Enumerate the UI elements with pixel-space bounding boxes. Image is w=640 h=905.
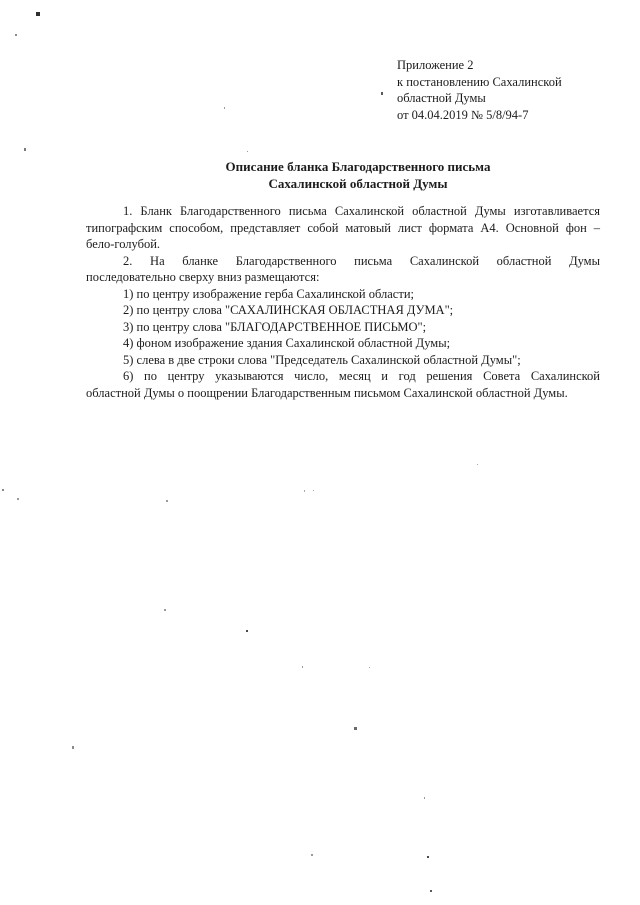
- scan-speck: [430, 890, 432, 892]
- body-line: 1) по центру изображение герба Сахалинской области;: [123, 286, 414, 301]
- body-line: 3) по центру слова "БЛАГОДАРСТВЕННОЕ ПИСЬМО";: [123, 319, 427, 334]
- scan-speck: [24, 148, 26, 151]
- scan-speck: [15, 34, 17, 36]
- scan-speck: [424, 797, 425, 799]
- scan-speck: [369, 667, 370, 668]
- scan-speck: [36, 12, 40, 16]
- body-line: 4) фоном изображение здания Сахалинской областной Думы;: [123, 336, 451, 350]
- document-title-line-1: Описание бланка Благодарственного письма: [225, 159, 491, 174]
- annex-reference-block: [397, 57, 562, 123]
- annex-reference-line: областной Думы: [397, 91, 486, 105]
- body-text: [86, 203, 600, 401]
- body-line: областной Думы о поощрении Благодарственным письмом Сахалинской областной Думы.: [86, 385, 568, 400]
- scan-speck: [246, 630, 248, 632]
- body-line: бело-голубой.: [86, 237, 161, 251]
- scan-speck: [311, 854, 313, 856]
- annex-reference-line: к постановлению Сахалинской: [397, 74, 562, 89]
- body-line: 5) слева в две строки слова "Председатель Сахалинской областной Думы";: [123, 352, 521, 367]
- scan-speck: [427, 856, 429, 858]
- scan-speck: [354, 727, 357, 730]
- scan-speck: [477, 464, 478, 465]
- scan-speck: [381, 92, 383, 95]
- scan-speck: [72, 746, 74, 749]
- scan-speck: [302, 666, 303, 668]
- scan-speck: [17, 498, 19, 500]
- body-line: 6) по центру указываются число, месяц и год решения Совета Сахалинской: [123, 369, 600, 383]
- scan-speck: [164, 609, 166, 611]
- scan-speck: [313, 490, 314, 491]
- scan-speck: [304, 490, 305, 492]
- annex-date-number: от 04.04.2019 № 5/8/94-7: [397, 107, 529, 122]
- body-line: последовательно сверху вниз размещаются:: [86, 270, 320, 284]
- document-title-line-2: Сахалинской областной Думы: [268, 175, 448, 191]
- body-line: 2. На бланке Благодарственного письма Сахалинской областной Думы: [123, 253, 600, 268]
- scan-speck: [166, 500, 168, 502]
- body-line: 2) по центру слова "САХАЛИНСКАЯ ОБЛАСТНАЯ ДУМА";: [123, 303, 454, 317]
- scan-speck: [247, 151, 248, 152]
- annex-number: Приложение 2: [397, 58, 474, 72]
- document-title: [86, 159, 630, 192]
- body-line: 1. Бланк Благодарственного письма Сахалинской областной Думы изготавливается: [123, 204, 600, 218]
- scan-speck: [224, 107, 225, 109]
- body-line: типографским способом, представляет собой матовый лист формата А4. Основной фон –: [86, 220, 600, 235]
- scan-speck: [2, 489, 4, 491]
